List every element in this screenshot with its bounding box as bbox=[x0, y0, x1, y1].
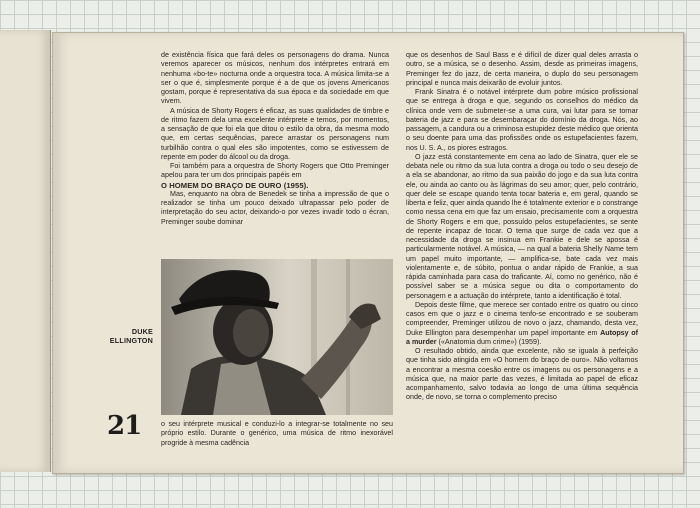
right-text-column bbox=[406, 51, 638, 461]
paragraph: o seu intérprete musical e conduzi-lo a integrar-se totalmente no seu próprio estilo. Durante o genérico, uma música de ritmo inexorável progride à mesma cadência bbox=[161, 420, 393, 447]
paragraph: Foi também para a orquestra de Shorty Rogers que Otto Preminger apelou para ter um dos principais papéis em bbox=[161, 162, 389, 180]
paragraph: Mas, enquanto na obra de Benedek se tinha a impressão de que o realizador se tinha um pouco deixado ultrapassar pelo poder de interpretação do seu actor, deixando-o por vezes invadir todo o écran, Preminger soube dominar bbox=[161, 189, 389, 226]
paragraph: O resultado obtido, ainda que excelente, não se iguala à perfeição que tinha sido atingida em «O homem do braço de ouro». Não voltamos a encontrar a mesma coesão entre os imagens ou os personagens e a música que, na maior parte das vezes, é limitada ao papel de eficaz acompanhamento, salvo todavia ao longo de uma última sequência onde, de novo, se torna o complemento preciso bbox=[406, 347, 638, 402]
paragraph: Frank Sinatra é o notável intérprete dum pobre músico profissional que se entrega à droga e que, segundo os conselhos do médico da clínica onde vem de submeter-se a uma cura, vai lutar para se tornar bateria de jazz e para se desembaraçar do domínio da droga. Nós, ao passagem, a candura ou a criminosa estupidez deste médico que orienta o seu doente para uma das profissões onde os estupefacientes fazem, nos U. S. A., os piores estragos. bbox=[406, 88, 638, 152]
film-title: Autopsy of a murder bbox=[406, 328, 638, 346]
bottom-text-column bbox=[161, 420, 393, 462]
caption-line: ELLINGTON bbox=[109, 336, 153, 345]
photo-caption bbox=[93, 327, 153, 345]
text-span: Depois deste filme, que merece ser contado entre os quatro ou cinco casos em que o jazz e o cinema tenfo-se encontrado e se souberam compreender, Preminger utilizou de novo o jazz, chamando, desta vez, Duke Ellington para desempenhar um papel importante em bbox=[406, 300, 638, 337]
photo-image bbox=[161, 259, 393, 415]
page-number: 21 bbox=[107, 411, 142, 441]
left-page-edge bbox=[0, 30, 51, 472]
section-heading: O HOMEM DO BRAÇO DE OURO (1955). bbox=[161, 180, 309, 190]
book-page bbox=[52, 32, 684, 474]
text-span: («Anatomia dum crime») (1959). bbox=[438, 337, 542, 346]
caption-line: DUKE bbox=[131, 327, 153, 336]
paragraph bbox=[406, 301, 638, 347]
duke-ellington-photo bbox=[161, 259, 393, 415]
left-text-column bbox=[161, 51, 389, 266]
paragraph: O jazz está constantemente em cena ao lado de Sinatra, quer ele se debata nele ou ritmo da sua luta contra a droga ou todo o seu desejo de a ela se abandonar, ao ritmo da sua paixão do jogo e da sua luta contra ele, ou ainda ao canto ou às lágrimas do seu amor; quer, pelo contrário, quer dele se escape quando tenta tocar bateria e, em geral, quando se liberta e feliz, quer ainda quando lhe é totalmente exterior e o constrange como nessa cena em que faz um ensaio, precisamente com a orquestra de Shorty Rogers e em que, possuído pelos estupefacientes, se sente de repente incapaz de tocar. O tema que surge de cada vez que a necessidade da droga se insinua em Frankie e dele se apossa é particularmente notável. A música, — na qual a bateria Shelly Name tem um papel muito importante, — amplifica-se, bate cada vez mais violentamente e, de súbito, pontua o andar rápido de Frankie, a sua rápida caminhada para casa do traficante. Aí, como no genérico, não é possível saber se a música segue ou dita o comportamento do personagem e a actuação do intérprete, tanto a identificação é total. bbox=[406, 152, 638, 300]
paragraph: A música de Shorty Rogers é eficaz, as suas qualidades de timbre e de ritmo fazem dela uma excelente intérprete e temos, por momentos, a sensação de que foi ela que ditou o estilo da obra, da mesma modo que, em certas sequências, parece arrastar os personagens num turbilhão contra o qual eles são impotentes, como se estivessem de repente em poder do álcool ou da droga. bbox=[161, 106, 389, 161]
paragraph: de existência física que fará deles os personagens do drama. Nunca veremos aparecer os músicos, nenhum dos intérpretes entrará em nenhuma «bo-te» nocturna onde a orquestra toca. A música limita-se a ser o que é, simplesmente porque é a de que os jovens Americanos gostam, porque é representativa da sua época e da sociedade em que vivem. bbox=[161, 51, 389, 106]
paragraph: que os desenhos de Saul Bass e é difícil de dizer qual deles arrasta o outro, se a música, se o desenho. Assim, desde as primeiras imagens, Preminger fez do jazz, de certa maneira, o duplo do seu personagem principal e nunca mais deixarão de evoluir juntos. bbox=[406, 51, 638, 87]
